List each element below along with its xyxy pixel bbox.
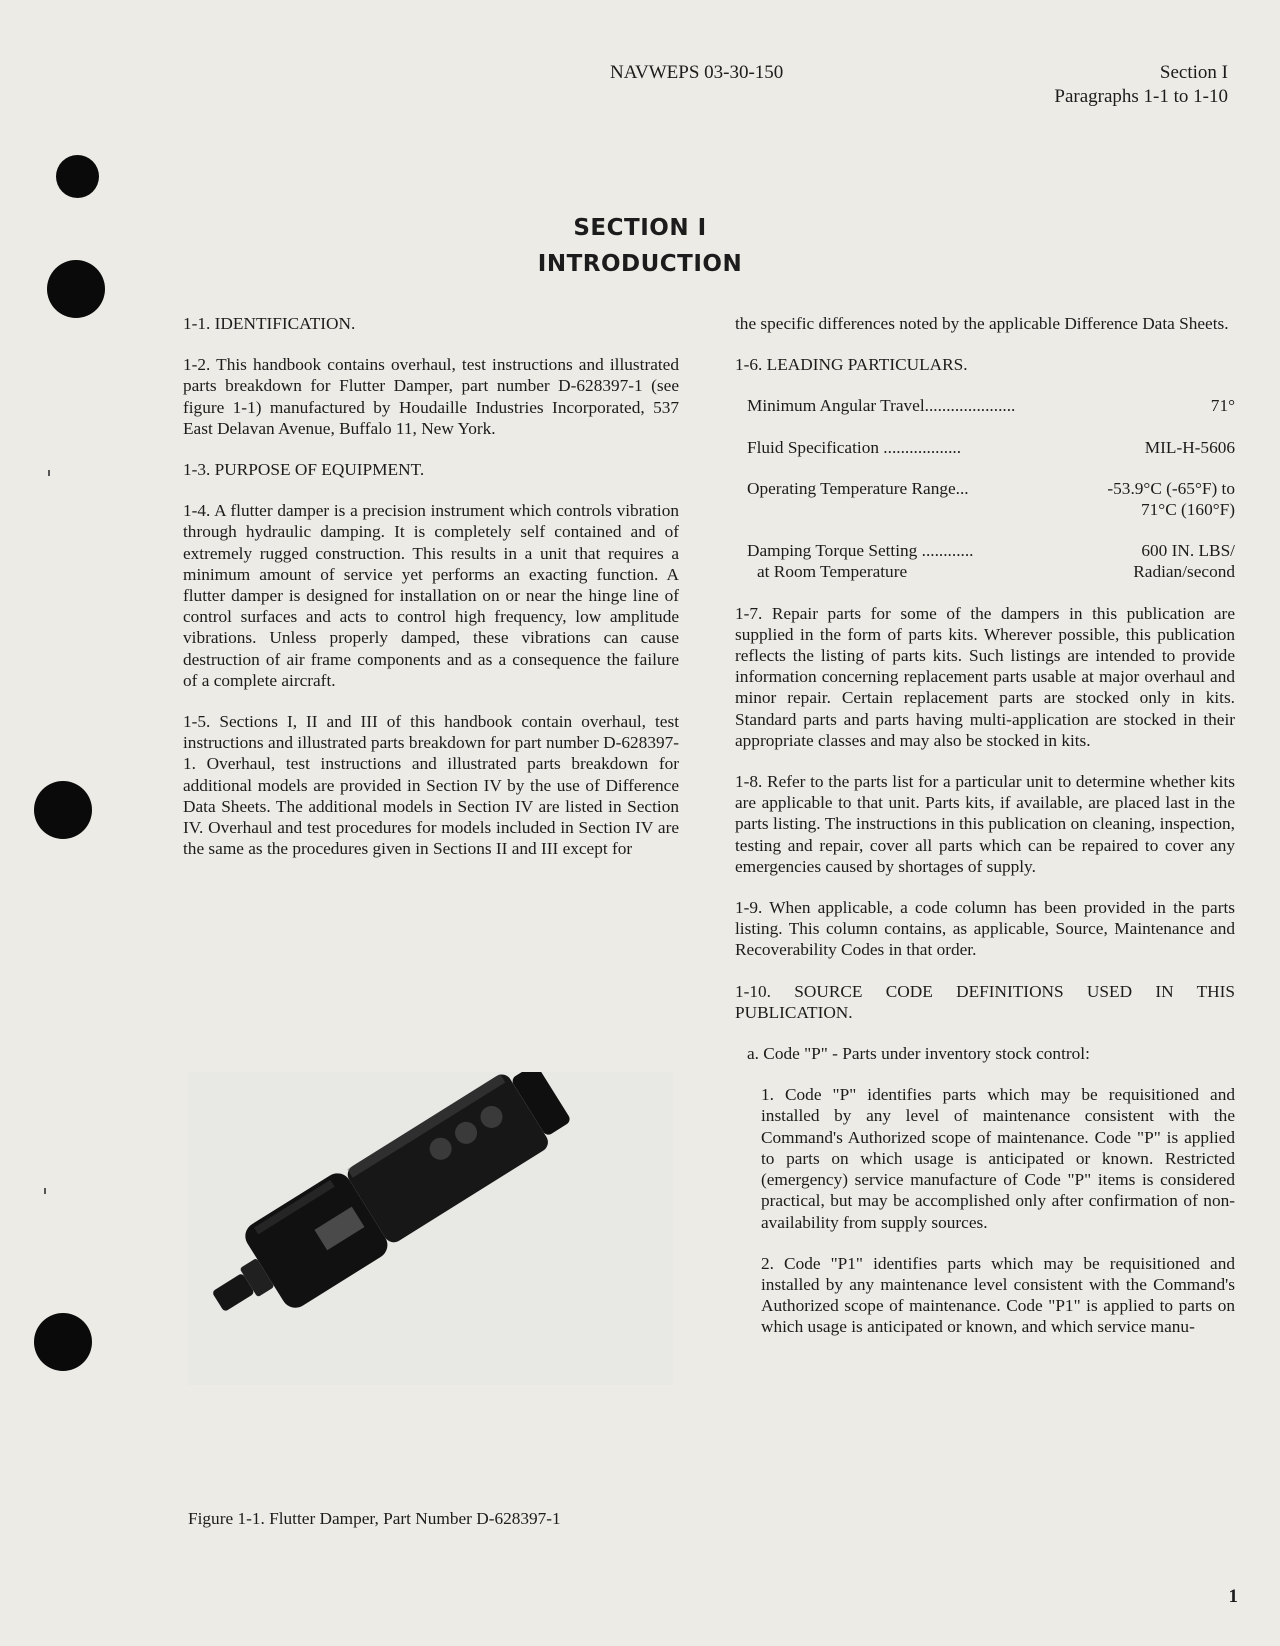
flutter-damper-photo bbox=[188, 1072, 673, 1385]
paragraph-1-5-continued: the specific differences noted by the applicable Difference Data Sheets. bbox=[735, 314, 1229, 333]
punch-hole bbox=[34, 781, 92, 839]
paragraph-1-10: 1-10. SOURCE CODE DEFINITIONS USED IN THIS PUBLICATION. bbox=[735, 981, 1235, 1022]
punch-hole bbox=[56, 155, 99, 198]
particular-operating-temperature bbox=[747, 478, 1235, 520]
particular-fluid-specification bbox=[747, 437, 1235, 458]
paragraph-1-8: 1-8. Refer to the parts list for a particular unit to determine whether kits are applicable to that unit. Parts kits, if available, are placed last in the parts listing. The instructions in this publication on cleaning, inspection, testing and repair, cover all parts which can be repaired to cover any emergencies caused by shortages of supply. bbox=[735, 772, 1235, 876]
temp-range-value-1: -53.9°C (-65°F) to bbox=[1107, 478, 1235, 498]
torque-label-1: Damping Torque Setting ............ bbox=[747, 541, 974, 561]
temp-range-value-2: 71°C (160°F) bbox=[1141, 500, 1235, 520]
scan-mark bbox=[44, 1188, 46, 1194]
section-header bbox=[1054, 61, 1228, 109]
paragraph-1-9: 1-9. When applicable, a code column has been provided in the parts listing. This column contains, as applicable, Source, Maintenance and Recoverability Codes in that order. bbox=[735, 898, 1235, 960]
paragraph-1-6: 1-6. LEADING PARTICULARS. bbox=[735, 355, 968, 375]
page-number: 1 bbox=[1228, 1586, 1238, 1607]
particular-damping-torque bbox=[747, 540, 1235, 582]
code-p1-item-2: 2. Code "P1" identifies parts which may be requisitioned and installed by any maintenance level consistent with the Command's Authorized scope of maintenance. Code "P1" is applied to parts on which usage is anticipated or known, and which service manu- bbox=[761, 1253, 1235, 1337]
torque-value-2: Radian/second bbox=[1133, 562, 1235, 582]
angular-travel-value: 71° bbox=[1210, 396, 1235, 416]
paragraph-1-7: 1-7. Repair parts for some of the dampers in this publication are supplied in the form of parts kits. Wherever possible, this publication reflects the listing of parts kits. Such listings are intended to provide information concerning replacement parts usable at major overhaul and minor repair. Certain replacement parts are stocked only in kits. Standard parts and parts having multi-application are stocked in their appropriate classes and may also be stocked in kits. bbox=[735, 603, 1235, 750]
torque-value-1: 600 IN. LBS/ bbox=[1141, 541, 1235, 561]
fluid-spec-label: Fluid Specification .................. bbox=[747, 437, 962, 457]
paragraph-1-1: 1-1. IDENTIFICATION. bbox=[183, 314, 356, 333]
paragraphs-label: Paragraphs 1-1 to 1-10 bbox=[1054, 86, 1228, 107]
code-p-heading: a. Code "P" - Parts under inventory stock control: bbox=[747, 1044, 1090, 1064]
torque-label-2: at Room Temperature bbox=[757, 562, 908, 582]
particular-angular-travel bbox=[747, 395, 1235, 416]
paragraph-1-2: 1-2. This handbook contains overhaul, test instructions and illustrated parts breakdown for Flutter Damper, part number D-628397-1 (see figure 1-1) manufactured by Houdaille Industries Incorporated, 537 East Delavan Avenue, Buffalo 11, New York. bbox=[183, 355, 679, 438]
section-title: SECTION I bbox=[573, 215, 707, 241]
page-title bbox=[0, 210, 1280, 282]
angular-travel-label: Minimum Angular Travel..................... bbox=[747, 396, 1016, 416]
left-column bbox=[183, 313, 679, 879]
flutter-damper-image bbox=[188, 1072, 673, 1385]
figure-caption: Figure 1-1. Flutter Damper, Part Number D-628397-1 bbox=[188, 1509, 561, 1528]
code-p-item-1: 1. Code "P" identifies parts which may be requisitioned and installed by any level of maintenance consistent with the Command's Authorized scope of maintenance. Code "P" is applied to parts on which usage is anticipated or known. Restricted (emergency) service manufacture of Code "P" items is considered practical, but may be accomplished only after confirmation of non-availability from supply sources. bbox=[761, 1085, 1235, 1232]
paragraph-1-5: 1-5. Sections I, II and III of this handbook contain overhaul, test instructions and illustrated parts breakdown for part number D-628397-1. Overhaul, test instructions and illustrated parts breakdown for additional models are provided in Section IV by the use of Difference Data Sheets. The additional models in Section IV are listed in Section IV. Overhaul and test procedures for models included in Section IV are the same as the procedures given in Sections II and III except for bbox=[183, 712, 679, 859]
scan-mark bbox=[48, 470, 50, 476]
fluid-spec-value: MIL-H-5606 bbox=[1144, 437, 1235, 457]
document-number: NAVWEPS 03-30-150 bbox=[610, 62, 784, 83]
temp-range-label: Operating Temperature Range... bbox=[747, 478, 969, 498]
section-subtitle: INTRODUCTION bbox=[537, 251, 743, 277]
paragraph-1-4: 1-4. A flutter damper is a precision instrument which controls vibration through hydraulic damping. It is completely self contained and of extremely rugged construction. This results in a unit that requires a minimum amount of service yet performs an exacting function. A flutter damper is designed for installation on or near the hinge line of control surfaces and acts to control high frequency, low amplitude vibrations. Unless properly damped, these vibrations can cause destruction of air frame components and as a consequence the failure of a complete aircraft. bbox=[183, 501, 679, 690]
punch-hole bbox=[34, 1313, 92, 1371]
paragraph-1-3: 1-3. PURPOSE OF EQUIPMENT. bbox=[183, 460, 425, 480]
right-column bbox=[735, 313, 1235, 1358]
section-label: Section I bbox=[1159, 62, 1228, 83]
